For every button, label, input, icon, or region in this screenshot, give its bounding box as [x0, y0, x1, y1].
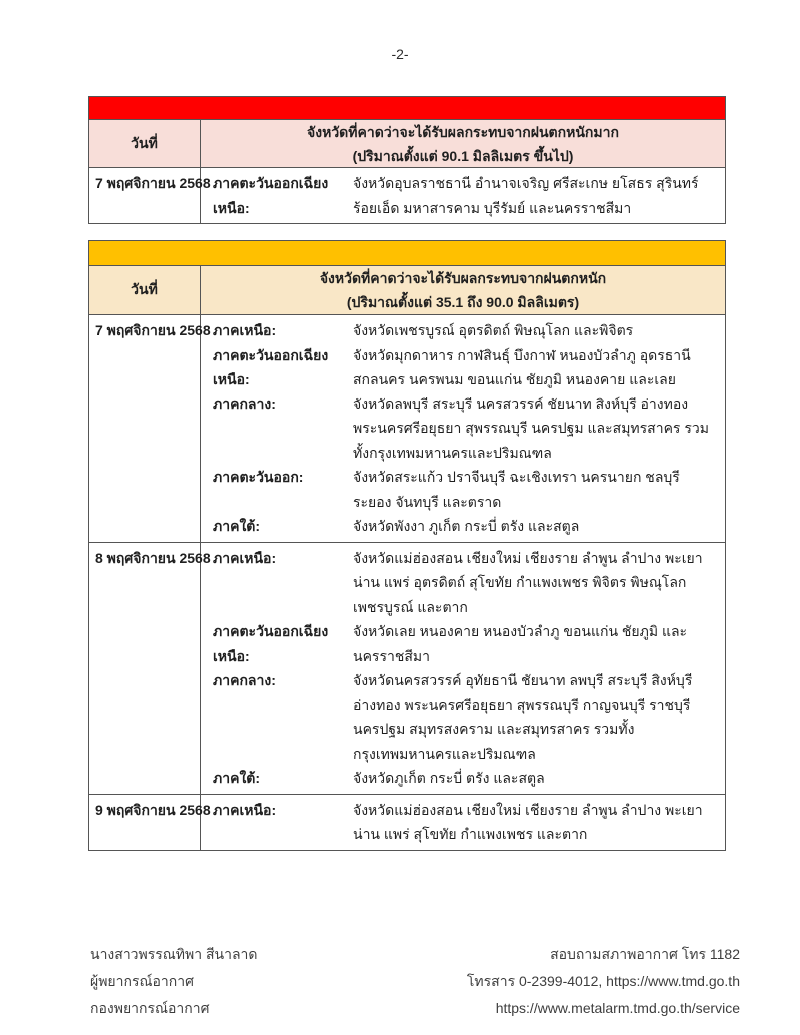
row-body [201, 168, 725, 223]
forecaster-title: ผู้พยากรณ์อากาศ [90, 973, 194, 989]
forecaster-name: นางสาวพรรณทิพา สีนาลาด [90, 946, 258, 962]
region-entry [201, 171, 719, 220]
date-column-header: วันที่ [89, 120, 201, 168]
region-label: ภาคเหนือ: [213, 549, 277, 566]
table-row [89, 168, 725, 223]
region-entry [201, 343, 719, 392]
date-column-header: วันที่ [89, 266, 201, 314]
impact-header-line2: (ปริมาณตั้งแต่ 90.1 มิลลิเมตร ขึ้นไป) [352, 148, 574, 164]
province-list: จังหวัดมุกดาหาร กาฬสินธุ์ บึงกาฬ หนองบัวลำภู อุดรธานี สกลนคร นครพนม ขอนแก่น ชัยภูมิ หนองคาย และเลย [353, 346, 691, 387]
impact-column-header [201, 120, 725, 168]
table-row [89, 795, 725, 850]
forecaster-signature-block [90, 941, 258, 1022]
table-row [89, 543, 725, 795]
row-body [201, 795, 725, 850]
region-label: ภาคตะวันออกเฉียงเหนือ: [213, 346, 329, 387]
region-entry [201, 546, 719, 620]
very-heavy-rain-header-row [89, 120, 725, 168]
impact-header-line1: จังหวัดที่คาดว่าจะได้รับผลกระทบจากฝนตกหนักมาก [307, 124, 619, 140]
contact-info-block [467, 941, 740, 1022]
impact-column-header [201, 266, 725, 314]
forecast-date: 7 พฤศจิกายน 2568 [89, 168, 201, 223]
region-entry [201, 668, 719, 766]
province-list: จังหวัดแม่ฮ่องสอน เชียงใหม่ เชียงราย ลำพูน ลำปาง พะเยา น่าน แพร่ อุตรดิตถ์ สุโขทัย กำแพงเพชร พิจิตร พิษณุโลก เพชรบูรณ์ และตาก [353, 549, 703, 615]
very-heavy-rain-table [88, 96, 726, 224]
province-list: จังหวัดนครสวรรค์ อุทัยธานี ชัยนาท ลพบุรี สระบุรี สิงห์บุรี อ่างทอง พระนครศรีอยุธยา สุพรรณบุรี กาญจนบุรี ราชบุรี นครปฐม สมุทรสงคราม และสมุทรสาคร รวมทั้งกรุงเทพมหานครและปริมณฑล [353, 672, 693, 762]
region-label: ภาคเหนือ: [213, 322, 277, 338]
weather-inquiry-phone: สอบถามสภาพอากาศ โทร 1182 [550, 946, 740, 962]
region-label: ภาคใต้: [213, 770, 261, 786]
province-list: จังหวัดเพชรบูรณ์ อุตรดิตถ์ พิษณุโลก และพิจิตร [353, 322, 634, 338]
row-body [201, 543, 725, 794]
forecast-date: 8 พฤศจิกายน 2568 [89, 543, 201, 794]
metalarm-service-url: https://www.metalarm.tmd.go.th/service [495, 1000, 740, 1016]
forecast-date: 9 พฤศจิกายน 2568 [89, 795, 201, 850]
province-list: จังหวัดพังงา ภูเก็ต กระบี่ ตรัง และสตูล [353, 518, 580, 534]
province-list: จังหวัดอุบลราชธานี อำนาจเจริญ ศรีสะเกษ ยโสธร สุรินทร์ ร้อยเอ็ด มหาสารคาม บุรีรัมย์ และนครราชสีมา [353, 175, 699, 216]
impact-header-line1: จังหวัดที่คาดว่าจะได้รับผลกระทบจากฝนตกหนัก [319, 270, 607, 286]
forecast-date: 7 พฤศจิกายน 2568 [89, 315, 201, 542]
region-label: ภาคใต้: [213, 518, 261, 534]
region-entry [201, 465, 719, 514]
row-body [201, 315, 725, 542]
forecaster-division: กองพยากรณ์อากาศ [90, 1000, 210, 1016]
region-entry [201, 514, 719, 539]
table-row [89, 315, 725, 543]
region-entry [201, 766, 719, 791]
province-list: จังหวัดเลย หนองคาย หนองบัวลำภู ขอนแก่น ชัยภูมิ และนครราชสีมา [353, 623, 688, 664]
heavy-rain-gold-banner [89, 241, 725, 266]
heavy-rain-table [88, 240, 726, 851]
province-list: จังหวัดลพบุรี สระบุรี นครสวรรค์ ชัยนาท สิงห์บุรี อ่างทอง พระนครศรีอยุธยา สุพรรณบุรี นครปฐม และสมุทรสาคร รวมทั้งกรุงเทพมหานครและปริมณฑล [353, 395, 709, 461]
impact-header-line2: (ปริมาณตั้งแต่ 35.1 ถึง 90.0 มิลลิเมตร) [346, 294, 580, 310]
region-label: ภาคตะวันออก: [213, 469, 304, 485]
heavy-rain-header-row [89, 266, 725, 315]
region-entry [201, 318, 719, 343]
province-list: จังหวัดสระแก้ว ปราจีนบุรี ฉะเชิงเทรา นครนายก ชลบุรี ระยอง จันทบุรี และตราด [353, 469, 680, 510]
page-number: -2- [391, 46, 409, 62]
region-label: ภาคกลาง: [213, 395, 276, 412]
region-label: ภาคกลาง: [213, 672, 276, 688]
region-entry [201, 798, 719, 847]
region-entry [201, 619, 719, 668]
very-heavy-rain-red-banner [89, 97, 725, 120]
province-list: จังหวัดภูเก็ต กระบี่ ตรัง และสตูล [353, 770, 545, 786]
fax-and-website: โทรสาร 0-2399-4012, https://www.tmd.go.th [466, 973, 740, 989]
region-label: ภาคตะวันออกเฉียงเหนือ: [213, 623, 329, 664]
region-label: ภาคตะวันออกเฉียงเหนือ: [213, 175, 329, 216]
province-list: จังหวัดแม่ฮ่องสอน เชียงใหม่ เชียงราย ลำพูน ลำปาง พะเยา น่าน แพร่ สุโขทัย กำแพงเพชร และตาก [353, 801, 703, 842]
region-label: ภาคเหนือ: [213, 801, 277, 818]
region-entry [201, 392, 719, 466]
